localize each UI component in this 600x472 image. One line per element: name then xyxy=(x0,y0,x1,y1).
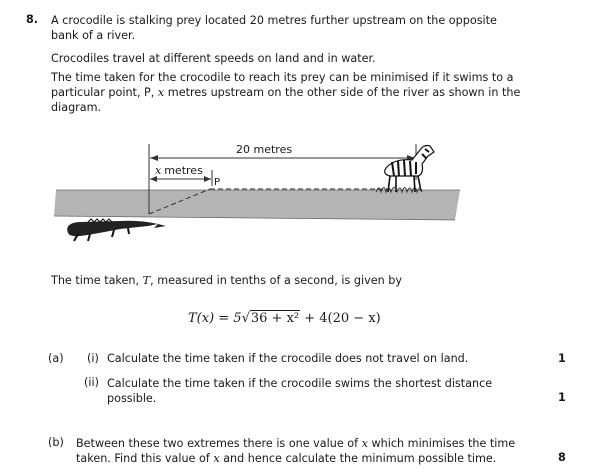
variable-x: x xyxy=(157,86,165,99)
variable-x: x xyxy=(213,452,220,465)
question-number: 8. xyxy=(26,13,39,26)
minimise-line-2-a: particular point, P, xyxy=(51,86,155,99)
intro-line-2: bank of a river. xyxy=(51,29,136,42)
part-a-i-mark: 1 xyxy=(558,352,566,365)
part-a-i-text: Calculate the time taken if the crocodile does not travel on land. xyxy=(107,352,469,365)
part-a-ii-mark: 1 xyxy=(558,391,566,404)
part-b-text-1: Between these two extremes there is one value of x which minimises the time xyxy=(76,437,516,450)
part-a-label: (a) xyxy=(48,352,64,365)
minimise-line-2 xyxy=(51,85,521,100)
part-a-i-label: (i) xyxy=(87,352,99,365)
minimise-line-1: The time taken for the crocodile to reach its prey can be minimised if it swims to a xyxy=(51,71,514,84)
part-a-ii-text-1: Calculate the time taken if the crocodile swims the shortest distance xyxy=(107,377,493,390)
formula-intro-b: , measured in tenths of a second, is given by xyxy=(150,274,402,287)
formula-intro xyxy=(51,273,521,288)
zebra-icon xyxy=(376,146,434,193)
minimise-line-2-b: metres upstream on the other side of the river as shown in the xyxy=(167,86,521,99)
river xyxy=(54,190,460,220)
variable-t: T xyxy=(142,274,151,287)
formula-radicand: 36 + x² xyxy=(250,311,300,326)
part-b-label: (b) xyxy=(48,436,64,449)
x-metres-label: x metres xyxy=(155,164,203,177)
minimise-line-3: diagram. xyxy=(51,101,102,114)
formula-intro-a: The time taken, xyxy=(51,274,140,287)
part-b-text-2: taken. Find this value of x and hence calculate the minimum possible time. xyxy=(76,452,497,465)
time-formula xyxy=(188,311,381,326)
variable-x: x xyxy=(361,437,368,450)
distance-label: 20 metres xyxy=(236,143,293,156)
intro-line-1: A crocodile is stalking prey located 20 metres further upstream on the opposite xyxy=(51,14,497,27)
formula-lhs: T(x) = 5 xyxy=(188,311,242,326)
point-p-label: P xyxy=(214,177,221,188)
part-b-mark: 8 xyxy=(558,451,566,464)
part-a-ii-label: (ii) xyxy=(84,376,99,389)
part-a-ii-text-2: possible. xyxy=(107,392,157,405)
sqrt-sign: √ xyxy=(241,311,250,326)
river-diagram xyxy=(50,130,470,250)
crocodile-icon xyxy=(67,219,166,241)
speed-text: Crocodiles travel at different speeds on land and in water. xyxy=(51,52,376,65)
formula-rhs: + 4(20 − x) xyxy=(304,311,381,326)
